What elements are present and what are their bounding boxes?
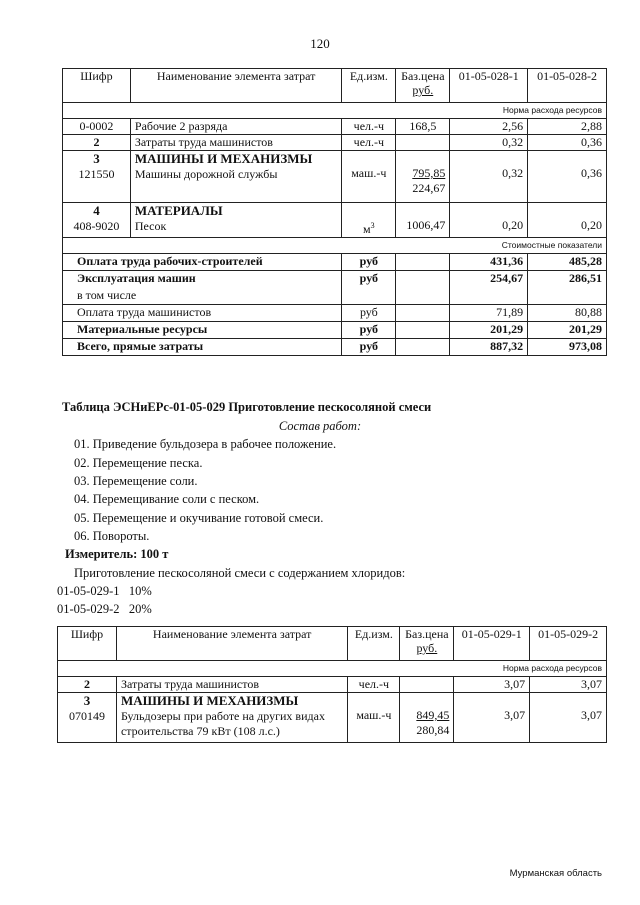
machine-code-cell <box>58 693 117 743</box>
cost-value-1: 431,36 <box>450 254 528 271</box>
header-price-line2: руб. <box>416 641 438 655</box>
machine-unit: маш.-ч <box>356 708 392 722</box>
work-item: 05. Перемещение и окучивание готовой смеси. <box>74 511 324 525</box>
table-title: Таблица ЭСНиЕРс-01-05-029 Приготовление пескосоляной смеси <box>62 400 432 414</box>
header-unit: Ед.изм. <box>348 627 400 661</box>
material-value-2-cell <box>528 203 607 238</box>
machine-price-2: 280,84 <box>416 723 450 737</box>
machine-value-2: 0,36 <box>581 166 602 180</box>
cost-value-1: 201,29 <box>450 322 528 339</box>
machine-value-1-cell <box>454 693 530 743</box>
cost-unit <box>342 288 396 305</box>
cost-name: Всего, прямые затраты <box>63 339 342 356</box>
work-item: 03. Перемещение соли. <box>74 474 198 488</box>
row-code: 0-0002 <box>63 119 131 135</box>
cost-row <box>63 254 607 271</box>
cost-value-2: 80,88 <box>528 305 607 322</box>
section-title: МАТЕРИАЛЫ <box>134 203 223 218</box>
cost-label: Стоимостные показатели <box>63 238 607 254</box>
machine-price-cell <box>396 151 450 203</box>
variant-line <box>57 584 152 599</box>
variant-code: 01-05-029-1 <box>57 584 120 598</box>
machine-name-cell <box>130 151 341 203</box>
machine-value-2-cell <box>528 151 607 203</box>
machine-price-2: 224,67 <box>412 181 446 195</box>
section-title: МАШИНЫ И МЕХАНИЗМЫ <box>134 151 313 166</box>
row-value-2: 3,07 <box>530 677 607 693</box>
work-item: 04. Перемещивание соли с песком. <box>74 492 260 506</box>
row-code: 2 <box>58 677 117 693</box>
material-value-1-cell <box>450 203 528 238</box>
row-unit: чел.-ч <box>342 119 396 135</box>
machine-price-1: 795,85 <box>412 166 446 180</box>
machine-unit-cell <box>348 693 400 743</box>
machine-price-1: 849,45 <box>416 708 450 722</box>
material-name-cell <box>130 203 341 238</box>
row-value-1: 0,32 <box>450 135 528 151</box>
header-code: Шифр <box>58 627 117 661</box>
cost-unit: руб <box>342 271 396 288</box>
cost-unit: руб <box>342 254 396 271</box>
cost-value-2: 973,08 <box>528 339 607 356</box>
machine-value-2-cell <box>530 693 607 743</box>
machine-code: 121550 <box>78 167 115 181</box>
material-value-2: 0,20 <box>581 218 602 232</box>
row-price <box>400 677 454 693</box>
prep-text: Приготовление пескосоляной смеси с содержанием хлоридов: <box>74 566 406 580</box>
cost-value-1: 254,67 <box>450 271 528 288</box>
machine-name: Машины дорожной службы <box>134 167 278 181</box>
section-machines-row <box>63 151 607 203</box>
cost-price <box>396 339 450 356</box>
cost-row <box>63 322 607 339</box>
variant-value: 20% <box>128 602 152 616</box>
machine-value-1: 3,07 <box>504 708 526 722</box>
cost-value-1: 887,32 <box>450 339 528 356</box>
table-row <box>63 135 607 151</box>
cost-label-row <box>63 238 607 254</box>
cost-unit: руб <box>342 322 396 339</box>
cost-value-2 <box>528 288 607 305</box>
row-unit: чел.-ч <box>342 135 396 151</box>
norm-label-row <box>63 103 607 119</box>
row-code: 2 <box>63 135 131 151</box>
section-machines-row <box>58 693 607 743</box>
header-name: Наименование элемента затрат <box>116 627 347 661</box>
table-row <box>63 119 607 135</box>
cost-value-2: 286,51 <box>528 271 607 288</box>
page-number: 120 <box>310 36 330 51</box>
material-unit-cell <box>342 203 396 238</box>
variant-code: 01-05-029-2 <box>57 602 120 616</box>
header-name: Наименование элемента затрат <box>130 69 341 103</box>
row-value-1: 2,56 <box>450 119 528 135</box>
cost-value-1 <box>450 288 528 305</box>
header-unit: Ед.изм. <box>342 69 396 103</box>
row-name: Рабочие 2 разряда <box>130 119 341 135</box>
norm-label: Норма расхода ресурсов <box>58 661 607 677</box>
cost-name: Материальные ресурсы <box>63 322 342 339</box>
works-title: Состав работ: <box>278 419 362 433</box>
footer-region: Мурманская область <box>509 868 602 879</box>
header-price-line1: Баз.цена <box>405 627 449 641</box>
header-col1: 01-05-028-1 <box>450 69 528 103</box>
norm-label-row <box>58 661 607 677</box>
material-price-cell <box>396 203 450 238</box>
header-code: Шифр <box>63 69 131 103</box>
cost-name: Эксплуатация машин <box>63 271 342 288</box>
material-unit-sup: 3 <box>370 221 375 230</box>
work-item: 01. Приведение бульдозера в рабочее положение. <box>74 437 337 451</box>
table-row <box>58 677 607 693</box>
machine-unit-cell <box>342 151 396 203</box>
section-number: 3 <box>83 693 91 708</box>
row-price: 168,5 <box>396 119 450 135</box>
machine-value-1: 0,32 <box>502 166 524 180</box>
machine-name-cell <box>116 693 347 743</box>
cost-row <box>63 288 607 305</box>
cost-price <box>396 271 450 288</box>
cost-row <box>63 271 607 288</box>
resource-table-029 <box>57 626 607 743</box>
machine-price-cell <box>400 693 454 743</box>
work-item: 02. Перемещение песка. <box>74 456 203 470</box>
section-number: 3 <box>93 151 100 166</box>
header-price-line2: руб. <box>412 83 434 97</box>
row-price <box>396 135 450 151</box>
row-name: Затраты труда машинистов <box>130 135 341 151</box>
cost-name: в том числе <box>63 288 342 305</box>
material-unit: м <box>363 222 371 236</box>
row-unit: чел.-ч <box>348 677 400 693</box>
machine-code: 070149 <box>68 709 105 723</box>
machine-code-cell <box>63 151 131 203</box>
header-col2: 01-05-029-2 <box>530 627 607 661</box>
row-value-1: 3,07 <box>454 677 530 693</box>
norm-label: Норма расхода ресурсов <box>63 103 607 119</box>
machine-name-line2: строительства 79 кВт (108 л.с.) <box>120 724 280 738</box>
cost-row <box>63 305 607 322</box>
cost-value-2: 201,29 <box>528 322 607 339</box>
resource-table-028 <box>62 68 607 356</box>
cost-price <box>396 322 450 339</box>
cost-unit: руб <box>342 305 396 322</box>
machine-value-1-cell <box>450 151 528 203</box>
material-code-cell <box>63 203 131 238</box>
row-name: Затраты труда машинистов <box>116 677 347 693</box>
variant-line <box>57 602 152 617</box>
header-col1: 01-05-029-1 <box>454 627 530 661</box>
header-price-line1: Баз.цена <box>401 69 445 83</box>
table-header-row <box>58 627 607 661</box>
machine-value-2: 3,07 <box>581 708 602 722</box>
material-name: Песок <box>134 219 167 233</box>
header-price <box>396 69 450 103</box>
machine-name-line1: Бульдозеры при работе на других видах <box>120 709 325 723</box>
cost-price <box>396 288 450 305</box>
cost-value-1: 71,89 <box>450 305 528 322</box>
work-item: 06. Повороты. <box>74 529 150 543</box>
section-materials-row <box>63 203 607 238</box>
section-number: 4 <box>93 203 100 218</box>
cost-value-2: 485,28 <box>528 254 607 271</box>
cost-unit: руб <box>342 339 396 356</box>
material-code: 408-9020 <box>73 219 120 233</box>
row-value-2: 2,88 <box>528 119 607 135</box>
cost-price <box>396 254 450 271</box>
machine-unit: маш.-ч <box>351 166 387 180</box>
measure: Измеритель: 100 т <box>65 547 169 561</box>
material-value-1: 0,20 <box>502 218 524 232</box>
table-header-row <box>63 69 607 103</box>
header-price <box>400 627 454 661</box>
cost-name: Оплата труда рабочих-строителей <box>63 254 342 271</box>
variant-value: 10% <box>128 584 152 598</box>
cost-row <box>63 339 607 356</box>
material-price: 1006,47 <box>406 218 446 232</box>
section-title: МАШИНЫ И МЕХАНИЗМЫ <box>120 693 299 708</box>
cost-price <box>396 305 450 322</box>
cost-name: Оплата труда машинистов <box>63 305 342 322</box>
row-value-2: 0,36 <box>528 135 607 151</box>
header-col2: 01-05-028-2 <box>528 69 607 103</box>
